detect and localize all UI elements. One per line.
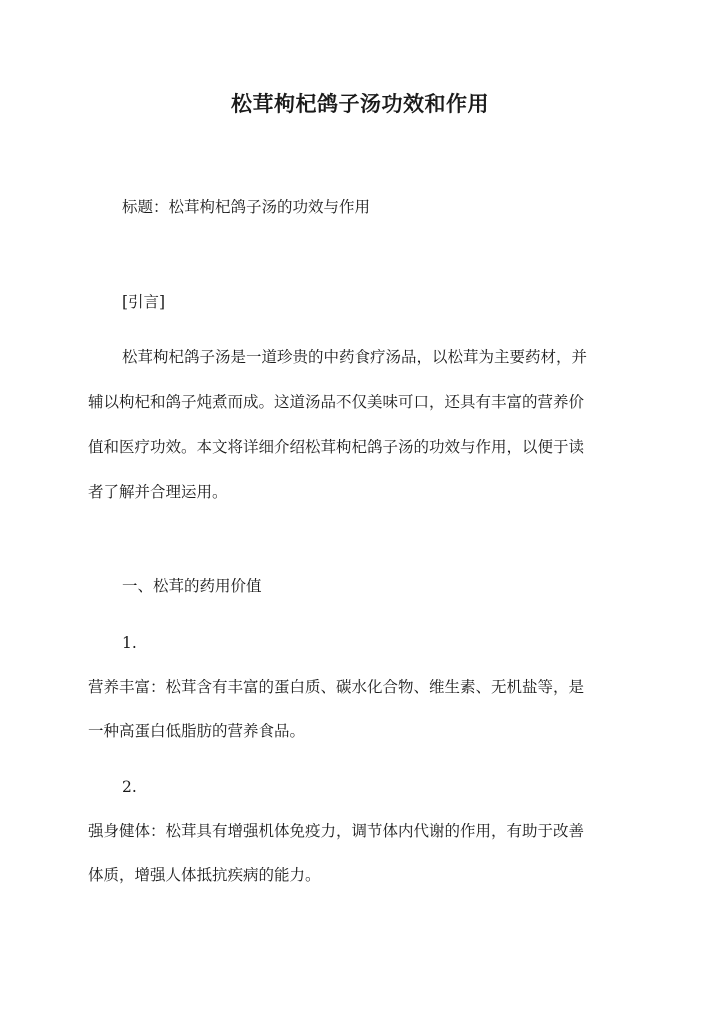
item-number-2: 2. bbox=[122, 778, 137, 796]
intro-line-3: 值和医疗功效。本文将详细介绍松茸枸杞鸽子汤的功效与作用，以便于读 bbox=[88, 438, 585, 456]
item-2-line-1: 强身健体：松茸具有增强机体免疫力，调节体内代谢的作用，有助于改善 bbox=[88, 822, 585, 840]
intro-line-1: 松茸枸杞鸽子汤是一道珍贵的中药食疗汤品，以松茸为主要药材，并 bbox=[122, 348, 588, 366]
document-title: 松茸枸杞鸽子汤功效和作用 bbox=[231, 91, 489, 116]
item-1-line-2: 一种高蛋白低脂肪的营养食品。 bbox=[88, 722, 306, 740]
subtitle-line: 标题：松茸枸杞鸽子汤的功效与作用 bbox=[122, 198, 371, 216]
item-number-1: 1. bbox=[122, 634, 137, 652]
section-heading: 一、松茸的药用价值 bbox=[122, 577, 262, 595]
intro-line-2: 辅以枸杞和鸽子炖煮而成。这道汤品不仅美味可口，还具有丰富的营养价 bbox=[88, 393, 585, 411]
intro-line-4: 者了解并合理运用。 bbox=[88, 483, 228, 501]
item-2-line-2: 体质，增强人体抵抗疾病的能力。 bbox=[88, 866, 321, 884]
intro-heading: [引言] bbox=[122, 293, 166, 311]
item-1-line-1: 营养丰富：松茸含有丰富的蛋白质、碳水化合物、维生素、无机盐等，是 bbox=[88, 678, 585, 696]
